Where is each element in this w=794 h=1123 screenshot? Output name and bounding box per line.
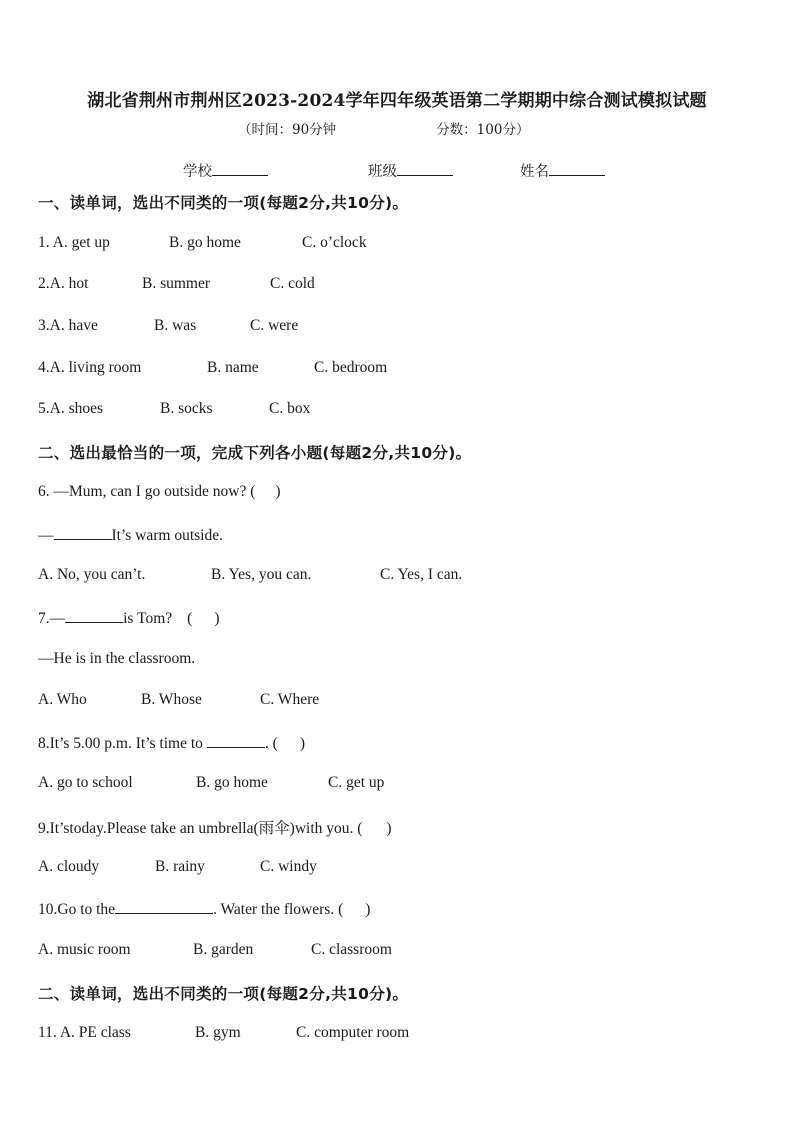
q6-blank[interactable]	[54, 525, 112, 540]
question-7-answer-line: —He is in the classroom.	[38, 650, 196, 667]
q4-option-c: C. bedroom	[314, 359, 388, 376]
question-1	[38, 234, 367, 252]
question-6-options	[38, 566, 463, 584]
q4-option-b: B. name	[207, 359, 259, 376]
name-blank[interactable]	[549, 161, 605, 176]
q3-option-b: B. was	[154, 317, 197, 334]
question-6-stem	[38, 483, 281, 501]
q8-option-c: C. get up	[328, 774, 385, 791]
time-limit: （时间：90分钟	[238, 122, 337, 138]
q1-option-c: C. o’clock	[302, 234, 367, 251]
q9-option-c: C. windy	[260, 858, 317, 875]
q8-option-b: B. go home	[196, 774, 268, 791]
q10-paren-close: )	[365, 901, 371, 918]
q1-option-b: B. go home	[169, 234, 241, 251]
total-score: 分数：100分）	[436, 122, 530, 138]
q6-option-c: C. Yes, I can.	[380, 566, 463, 583]
q8-paren-close: )	[299, 735, 305, 752]
class-blank[interactable]	[397, 161, 453, 176]
q11-option-b: B. gym	[195, 1024, 241, 1041]
q9-paren-close: )	[386, 820, 392, 837]
q3-option-c: C. were	[250, 317, 299, 334]
name-field[interactable]	[520, 160, 605, 181]
q8-blank[interactable]	[207, 733, 265, 748]
q7-option-b: B. Whose	[141, 691, 202, 708]
q6-line2-text: It’s warm outside.	[111, 527, 223, 544]
q6-dash: —	[38, 527, 54, 544]
q9-option-a: A. cloudy	[38, 858, 100, 875]
q4-option-a: 4.A. living room	[38, 359, 142, 376]
q9-stem-text: 9.It’stoday.Please take an umbrella(雨伞)with you. (	[38, 820, 363, 837]
q5-option-c: C. box	[269, 400, 311, 417]
school-field[interactable]	[183, 160, 268, 181]
q7-blank[interactable]	[65, 608, 123, 623]
question-7-options	[38, 691, 320, 709]
q6-paren-close: )	[275, 483, 281, 500]
question-11	[38, 1024, 410, 1042]
q2-option-a: 2.A. hot	[38, 275, 89, 292]
q2-option-b: B. summer	[142, 275, 211, 292]
q8-stem-start: 8.It’s 5.00 p.m. It’s time to	[38, 735, 203, 752]
question-10-options	[38, 941, 392, 959]
section-heading-2: 二、选出最恰当的一项，完成下列各小题(每题2分,共10分)。	[38, 444, 472, 462]
q8-stem-end: . (	[264, 735, 278, 752]
q10-blank[interactable]	[115, 899, 213, 914]
q5-option-a: 5.A. shoes	[38, 400, 104, 417]
q10-stem-end: . Water the flowers. (	[213, 901, 344, 918]
q7-stem-start: 7.—	[38, 610, 66, 627]
q3-option-a: 3.A. have	[38, 317, 98, 334]
exam-meta	[238, 118, 529, 138]
q10-option-a: A. music room	[38, 941, 131, 958]
q5-option-b: B. socks	[160, 400, 213, 417]
q10-option-b: B. garden	[193, 941, 254, 958]
q7-option-a: A. Who	[38, 691, 87, 708]
q10-option-c: C. classroom	[311, 941, 392, 958]
section-heading-3: 二、读单词，选出不同类的一项(每题2分,共10分)。	[38, 985, 409, 1003]
question-9-stem	[38, 816, 392, 838]
question-6-dialogue	[38, 525, 223, 545]
q1-option-a: 1. A. get up	[38, 234, 110, 251]
question-8-stem	[38, 733, 305, 753]
school-blank[interactable]	[212, 161, 268, 176]
q8-option-a: A. go to school	[38, 774, 133, 791]
q2-option-c: C. cold	[270, 275, 315, 292]
name-label: 姓名	[520, 164, 549, 180]
section-heading-1: 一、读单词，选出不同类的一项(每题2分,共10分)。	[38, 194, 409, 212]
page-title: 湖北省荆州市荆州区2023-2024学年四年级英语第二学期期中综合测试模拟试题	[87, 91, 707, 111]
question-3	[38, 317, 299, 335]
class-label: 班级	[368, 164, 397, 180]
question-5	[38, 400, 311, 418]
q11-option-a: 11. A. PE class	[38, 1024, 131, 1041]
q7-paren-open: (	[187, 610, 193, 627]
question-7-stem	[38, 608, 219, 628]
q6-option-b: B. Yes, you can.	[211, 566, 312, 583]
q10-stem-start: 10.Go to the	[38, 901, 116, 918]
q6-stem-text: 6. —Mum, can I go outside now? (	[38, 483, 256, 500]
question-10-stem	[38, 899, 370, 919]
school-label: 学校	[183, 164, 212, 180]
class-field[interactable]	[368, 160, 453, 181]
question-9-options	[38, 858, 317, 876]
q7-paren-close: )	[214, 610, 220, 627]
q7-option-c: C. Where	[260, 691, 320, 708]
q9-option-b: B. rainy	[155, 858, 205, 875]
q7-stem-end: is Tom?	[123, 610, 173, 627]
q6-option-a: A. No, you can’t.	[38, 566, 146, 583]
q11-option-c: C. computer room	[296, 1024, 410, 1041]
question-4	[38, 359, 388, 377]
question-2	[38, 275, 315, 293]
question-8-options	[38, 774, 385, 792]
